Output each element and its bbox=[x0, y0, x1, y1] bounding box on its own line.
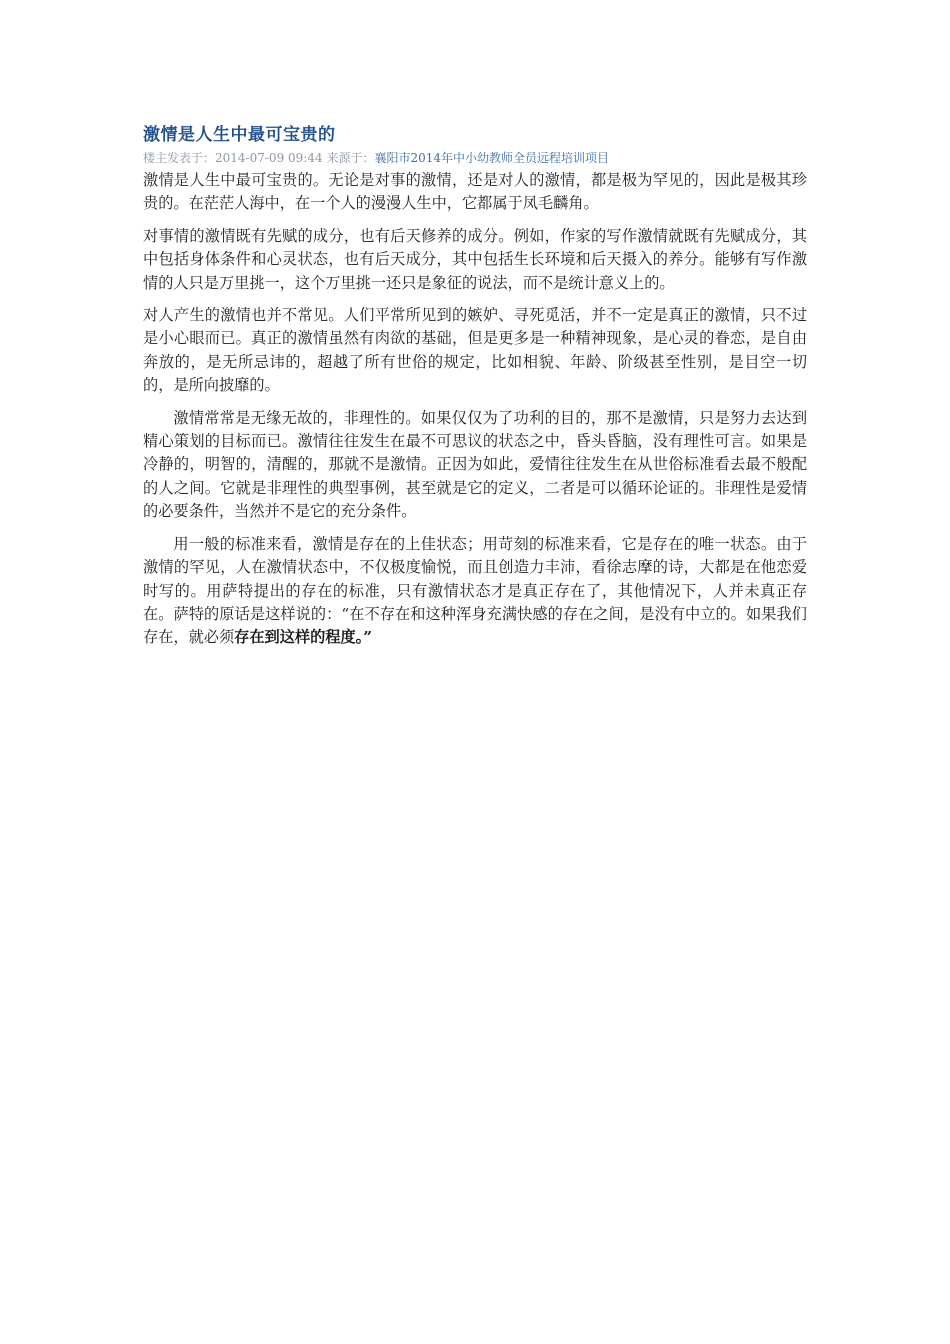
paragraph-5-body: 用一般的标准来看，激情是存在的上佳状态；用苛刻的标准来看，它是存在的唯一状态。由于激情的罕见，人在激情状态中，不仅极度愉悦，而且创造力丰沛，看徐志摩的诗，大都是在他恋爱时写的。用萨特提出的存在的标准，只有激情状态才是真正存在了，其他情况下，人并未真正存在。萨特的原话是这样说的：“在不存在和这种浑身充满快感的存在之间，是没有中立的。如果我们存在，就必须 bbox=[143, 534, 807, 647]
posted-datetime: 2014-07-09 09:44 bbox=[215, 151, 323, 165]
paragraph-2: 对事情的激情既有先赋的成分，也有后天修养的成分。例如，作家的写作激情就既有先赋成分，其中包括身体条件和心灵状态，也有后天成分，其中包括生长环境和后天摄入的养分。能够有写作激情的人只是万里挑一，这个万里挑一还只是象征的说法，而不是统计意义上的。 bbox=[143, 226, 807, 292]
paragraph-3: 对人产生的激情也并不常见。人们平常所见到的嫉妒、寻死觅活，并不一定是真正的激情，只不过是小心眼而已。真正的激情虽然有肉欲的基础，但是更多是一种精神现象，是心灵的眷恋，是自由奔放的，是无所忌讳的，超越了所有世俗的规定，比如相貌、年龄、阶级甚至性别，是目空一切的，是所向披靡的。 bbox=[143, 306, 807, 395]
source-link[interactable]: 襄阳市2014年中小幼教师全员远程培训项目 bbox=[374, 151, 609, 165]
posted-label: 楼主发表于： bbox=[143, 151, 216, 165]
source-label: 来源于： bbox=[326, 151, 375, 165]
paragraph-1: 激情是人生中最可宝贵的。无论是对事的激情，还是对人的激情，都是极为罕见的，因此是极其珍贵的。在茫茫人海中，在一个人的漫漫人生中，它都属于凤毛麟角。 bbox=[143, 171, 807, 213]
paragraph-4: 激情常常是无缘无故的，非理性的。如果仅仅为了功利的目的，那不是激情，只是努力去达到精心策划的目标而已。激情往往发生在最不可思议的状态之中，昏头昏脑，没有理性可言。如果是冷静的，明智的，清醒的，那就不是激情。正因为如此，爱情往往发生在从世俗标准看去最不般配的人之间。它就是非理性的典型事例，甚至就是它的定义，二者是可以循环论证的。非理性是爱情的必要条件，当然并不是它的充分条件。 bbox=[143, 408, 807, 521]
paragraph-5 bbox=[143, 533, 807, 650]
article bbox=[143, 123, 807, 650]
article-title: 激情是人生中最可宝贵的 bbox=[143, 125, 336, 145]
article-meta bbox=[143, 149, 807, 167]
paragraph-5-closing: 存在到这样的程度。” bbox=[234, 628, 372, 647]
